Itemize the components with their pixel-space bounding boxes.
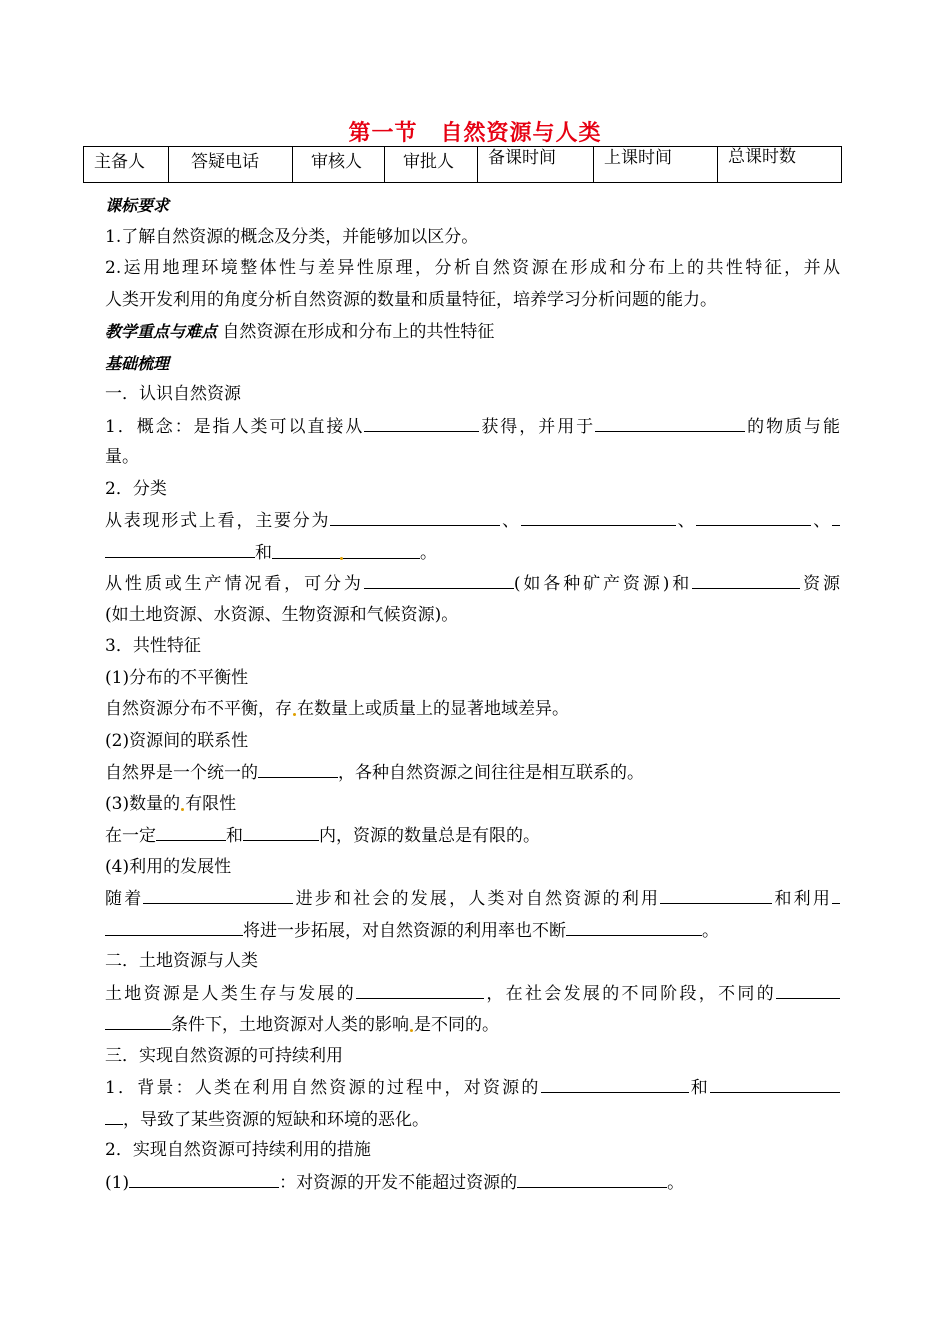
s1-feature-1: (1)分布的不平衡性 (105, 667, 249, 688)
s3-title: 三．实现自然资源的可持续利用 (105, 1045, 343, 1066)
text: 1．背景：人类在利用自然资源的过程中，对资源的 (105, 1078, 541, 1098)
text: 资源 (800, 574, 841, 594)
s3-measure-1 (105, 1167, 840, 1199)
text: 和 (226, 826, 243, 846)
header-cell-class-time: 上课时间 (594, 147, 718, 183)
header-cell-approver: 审批人 (385, 147, 478, 183)
text: ，各种自然资源之间往往是相互联系的。 (338, 763, 644, 783)
text: 进步和社会的发展，人类对自然资源的利用 (293, 889, 661, 909)
fill-blank[interactable] (364, 568, 514, 589)
fill-blank[interactable] (258, 757, 338, 778)
text: 随着 (105, 889, 144, 909)
fill-blank[interactable] (105, 1104, 123, 1125)
s1-property-line (105, 568, 840, 600)
s1-form-line (105, 505, 840, 537)
fill-blank[interactable] (776, 978, 840, 999)
s1-feature-4: (4)利用的发展性 (105, 856, 232, 877)
text: 、 (811, 511, 833, 531)
text: (如各种矿产资源)和 (513, 574, 693, 594)
header-table (83, 146, 842, 183)
text: 。 (667, 1172, 685, 1193)
fill-blank[interactable] (243, 820, 319, 841)
fill-blank[interactable] (105, 915, 243, 936)
fill-blank[interactable] (566, 915, 702, 936)
mark-dot (340, 557, 343, 560)
s1-form-line-2 (105, 537, 840, 569)
s2-text (105, 978, 840, 1010)
fill-blank[interactable] (272, 538, 420, 559)
fill-blank[interactable] (595, 411, 745, 432)
s1-feature-3 (105, 789, 840, 821)
text: (3)数量的 (105, 793, 181, 814)
text: 将进一步拓展，对自然资源的利用率也不断 (243, 920, 566, 941)
text: 条件下，土地资源对人类的影 (171, 1015, 392, 1035)
fill-blank[interactable] (156, 820, 226, 841)
s1-title: 一．认识自然资源 (105, 384, 241, 404)
text: 获得，并用于 (479, 416, 596, 437)
text: 在数量上或质量上的显著地域差异。 (297, 699, 569, 719)
key-points-text: 自然资源在形成和分布上的共性特征 (222, 322, 495, 342)
text: 响 (392, 1015, 409, 1035)
fill-blank[interactable] (105, 1009, 171, 1030)
s1-common-title: 3．共性特征 (105, 636, 201, 656)
s2-text-2 (105, 1009, 840, 1041)
text: 内，资源的数量总是有限的。 (319, 826, 540, 846)
fill-blank[interactable] (105, 537, 255, 558)
section-heading-basics: 基础梳理 (105, 353, 170, 373)
header-cell-phone: 答疑电话 (169, 147, 293, 183)
document-body (105, 190, 840, 1198)
mark-dot (410, 1029, 413, 1032)
s1-feature-1-text (105, 694, 840, 726)
section-heading-curriculum: 课标要求 (105, 196, 170, 215)
text: 土地资源是人类生存与发展的 (105, 983, 357, 1004)
text: 是不同的。 (414, 1015, 499, 1035)
text: 在一定 (105, 826, 156, 846)
text: ，在社会发展的不同阶段，不同的 (484, 983, 777, 1004)
s1-concept-line (105, 411, 840, 443)
s3-measures-title: 2．实现自然资源可持续利用的措施 (105, 1140, 371, 1160)
fill-blank[interactable] (129, 1167, 279, 1188)
fill-blank[interactable] (710, 1072, 840, 1093)
s1-property-note: (如土地资源、水资源、生物资源和气候资源)。 (105, 604, 459, 625)
header-cell-preparer: 主备人 (84, 147, 169, 183)
s1-feature-4-text (105, 883, 840, 915)
fill-blank[interactable] (356, 978, 484, 999)
s1-concept-end: 量。 (105, 447, 139, 467)
s2-title: 二．土地资源与人类 (105, 951, 258, 971)
text: 有限性 (185, 793, 237, 814)
text: 从性质或生产情况看，可分为 (105, 574, 364, 594)
text: 。 (702, 920, 719, 941)
text: 自然资源分布不平衡，存 (105, 699, 292, 719)
text: 和利用 (772, 889, 833, 909)
text: 、 (500, 511, 521, 531)
s1-feature-2: (2)资源间的联系性 (105, 730, 249, 751)
fill-blank[interactable] (541, 1072, 689, 1093)
fill-blank[interactable] (692, 568, 800, 589)
s1-feature-4-text-2 (105, 915, 840, 947)
curriculum-item-2b: 人类开发利用的角度分析自然资源的数量和质量特征，培养学习分析问题的能力。 (105, 289, 717, 310)
text: 。 (420, 542, 437, 563)
fill-blank[interactable] (660, 883, 772, 904)
text: 1．概念：是指人类可以直接从 (105, 416, 365, 437)
curriculum-item-2a: 2.运用地理环境整体性与差异性原理，分析自然资源在形成和分布上的共性特征，并从 (105, 258, 840, 278)
fill-blank[interactable] (832, 505, 840, 526)
text: 、 (675, 511, 697, 531)
s1-feature-2-text (105, 757, 840, 789)
fill-blank[interactable] (364, 411, 479, 432)
text: ，导致了某些资源的短缺和环境的恶化。 (123, 1109, 429, 1130)
header-cell-prep-time: 备课时间 (478, 147, 594, 183)
s1-feature-3-text (105, 820, 840, 852)
header-cell-reviewer: 审核人 (293, 147, 385, 183)
fill-blank[interactable] (330, 505, 500, 526)
fill-blank[interactable] (143, 883, 293, 904)
curriculum-item-1: 1.了解自然资源的概念及分类，并能够加以区分。 (105, 226, 479, 247)
page-title: 第一节 自然资源与人类 (348, 121, 602, 146)
fill-blank[interactable] (696, 505, 811, 526)
fill-blank[interactable] (521, 505, 676, 526)
mark-dot (181, 808, 184, 811)
s3-background-2 (105, 1104, 840, 1136)
text: 自然界是一个统一的 (105, 763, 258, 783)
header-cell-total-hours: 总课时数 (718, 147, 842, 183)
text: 和 (255, 542, 272, 563)
text: (1) (105, 1172, 130, 1193)
text: 的物质与能 (745, 416, 840, 437)
fill-blank[interactable] (832, 883, 840, 904)
fill-blank[interactable] (517, 1167, 667, 1188)
text: 从表现形式上看，主要分为 (105, 511, 331, 531)
text: ：对资源的开发不能超过资源的 (279, 1172, 518, 1193)
s3-background (105, 1072, 840, 1104)
mark-dot (293, 713, 296, 716)
text: 和 (688, 1078, 710, 1098)
s1-classification-title: 2．分类 (105, 478, 167, 499)
section-heading-key-points: 教学重点与难点 (105, 322, 218, 341)
